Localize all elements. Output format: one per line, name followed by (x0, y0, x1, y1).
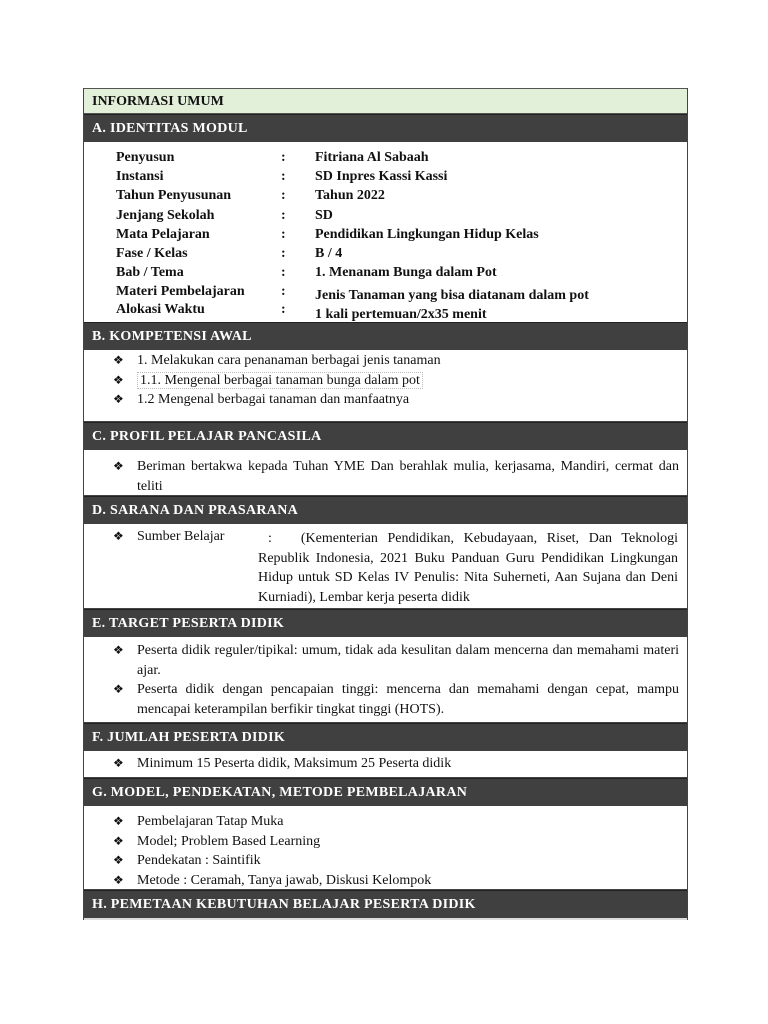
kompetensi-awal-list (84, 350, 687, 422)
section-g-header: G. MODEL, PENDEKATAN, METODE PEMBELAJARAN (84, 778, 687, 806)
section-d-header: D. SARANA DAN PRASARANA (84, 496, 687, 524)
identity-value: SD (315, 208, 333, 223)
diamond-bullet-icon: ❖ (113, 756, 124, 770)
identity-colon: : (281, 188, 286, 203)
list-item (84, 351, 687, 371)
section-c-header: C. PROFIL PELAJAR PANCASILA (84, 422, 687, 450)
list-item-text: 1. Melakukan cara penanaman berbagai jenis tanaman (137, 353, 441, 368)
diamond-bullet-icon: ❖ (113, 372, 124, 387)
identity-label: Tahun Penyusunan (116, 188, 232, 203)
list-item (84, 812, 687, 832)
list-item-text: Pendekatan : Saintifik (137, 853, 261, 868)
list-item (84, 851, 687, 871)
list-item-text: Peserta didik dengan pencapaian tinggi: mencerna dan memahami dengan cepat, mampu mencapai keterampilan berfikir tingkat tinggi (HOTS). (137, 682, 679, 717)
list-item-text: Pembelajaran Tatap Muka (137, 814, 284, 829)
identity-colon: : (281, 246, 286, 261)
list-item-text: Minimum 15 Peserta didik, Maksimum 25 Peserta didik (137, 756, 452, 771)
identity-row (84, 150, 687, 170)
model-list (84, 806, 687, 890)
section-f-header: F. JUMLAH PESERTA DIDIK (84, 723, 687, 751)
identity-value: Fitriana Al Sabaah (315, 150, 429, 165)
list-item (84, 457, 687, 496)
identity-value: Jenis Tanaman yang bisa diatanam dalam pot (315, 288, 589, 303)
list-item-text: Peserta didik reguler/tipikal: umum, tidak ada kesulitan dalam mencerna dan memahami materi ajar. (137, 643, 679, 678)
identity-label: Fase / Kelas (116, 246, 188, 261)
identity-colon: : (281, 150, 286, 165)
identity-label: Penyusun (116, 150, 175, 165)
identity-colon: : (281, 284, 286, 299)
section-e-header: E. TARGET PESERTA DIDIK (84, 609, 687, 637)
identity-row (84, 208, 687, 228)
general-info-header: INFORMASI UMUM (84, 88, 687, 114)
identity-value: B / 4 (315, 246, 343, 261)
diamond-bullet-icon: ❖ (113, 353, 124, 367)
identity-row (84, 246, 687, 266)
sumber-belajar-value: (Kementerian Pendidikan, Kebudayaan, Riset, Dan Teknologi Republik Indonesia, 2021 Buku Panduan Guru Pendidikan Lingkungan Hidup untuk SD Kelas IV Penulis: Nita Suherneti, Aan Sujana dan Deni Kurniadi), Lembar kerja peserta didik (258, 531, 679, 605)
identity-value: Pendidikan Lingkungan Hidup Kelas (315, 227, 539, 242)
identity-value: SD Inpres Kassi Kassi (315, 169, 448, 184)
diamond-bullet-icon: ❖ (113, 459, 124, 473)
identity-colon: : (281, 265, 286, 280)
diamond-bullet-icon: ❖ (113, 643, 124, 657)
diamond-bullet-icon: ❖ (113, 853, 124, 867)
identity-value: 1. Menanam Bunga dalam Pot (315, 265, 497, 280)
profil-pancasila-list (84, 450, 687, 496)
list-item (84, 871, 687, 891)
identity-label: Bab / Tema (116, 265, 184, 280)
identity-colon: : (281, 302, 286, 317)
identity-row (84, 302, 687, 322)
identity-label: Materi Pembelajaran (116, 284, 245, 299)
module-document (83, 88, 688, 920)
diamond-bullet-icon: ❖ (113, 814, 124, 828)
identity-row (84, 169, 687, 189)
identity-block (84, 142, 687, 322)
sumber-belajar-item (84, 529, 687, 609)
sumber-belajar-text (258, 529, 678, 607)
section-h-header: H. PEMETAAN KEBUTUHAN BELAJAR PESERTA DIDIK (84, 890, 687, 918)
identity-colon: : (281, 169, 286, 184)
identity-colon: : (281, 208, 286, 223)
section-b-header: B. KOMPETENSI AWAL (84, 322, 687, 350)
list-item-text: Beriman bertakwa kepada Tuhan YME Dan berahlak mulia, kerjasama, Mandiri, cermat dan teliti (137, 459, 679, 494)
identity-label: Mata Pelajaran (116, 227, 210, 242)
identity-label: Instansi (116, 169, 164, 184)
sumber-belajar-colon: : (268, 531, 272, 546)
identity-row (84, 227, 687, 247)
list-item-text: 1.2 Mengenal berbagai tanaman dan manfaatnya (137, 392, 410, 407)
diamond-bullet-icon: ❖ (113, 392, 124, 406)
jumlah-list (84, 751, 687, 778)
identity-row (84, 265, 687, 285)
list-item (84, 754, 687, 774)
diamond-bullet-icon: ❖ (113, 682, 124, 696)
identity-value: 1 kali pertemuan/2x35 menit (315, 307, 487, 322)
list-item (84, 390, 687, 410)
section-a-header: A. IDENTITAS MODUL (84, 114, 687, 142)
list-item-text: Model; Problem Based Learning (137, 833, 321, 849)
list-item (84, 832, 687, 852)
identity-colon: : (281, 227, 286, 242)
sarana-block (84, 524, 687, 609)
list-item-text: 1.1. Mengenal berbagai tanaman bunga dalam pot (137, 372, 423, 389)
list-item (84, 641, 687, 680)
identity-label: Jenjang Sekolah (116, 208, 215, 223)
sumber-belajar-label: Sumber Belajar (137, 529, 225, 544)
diamond-bullet-icon: ❖ (113, 833, 124, 848)
diamond-bullet-icon: ❖ (113, 872, 124, 887)
list-item (84, 371, 687, 391)
identity-value: Tahun 2022 (315, 188, 385, 203)
identity-row (84, 188, 687, 208)
list-item (84, 680, 687, 719)
target-list (84, 637, 687, 723)
identity-label: Alokasi Waktu (116, 302, 205, 317)
identity-row (84, 284, 687, 304)
diamond-bullet-icon: ❖ (113, 529, 124, 543)
list-item-text: Metode : Ceramah, Tanya jawab, Diskusi Kelompok (137, 872, 432, 888)
